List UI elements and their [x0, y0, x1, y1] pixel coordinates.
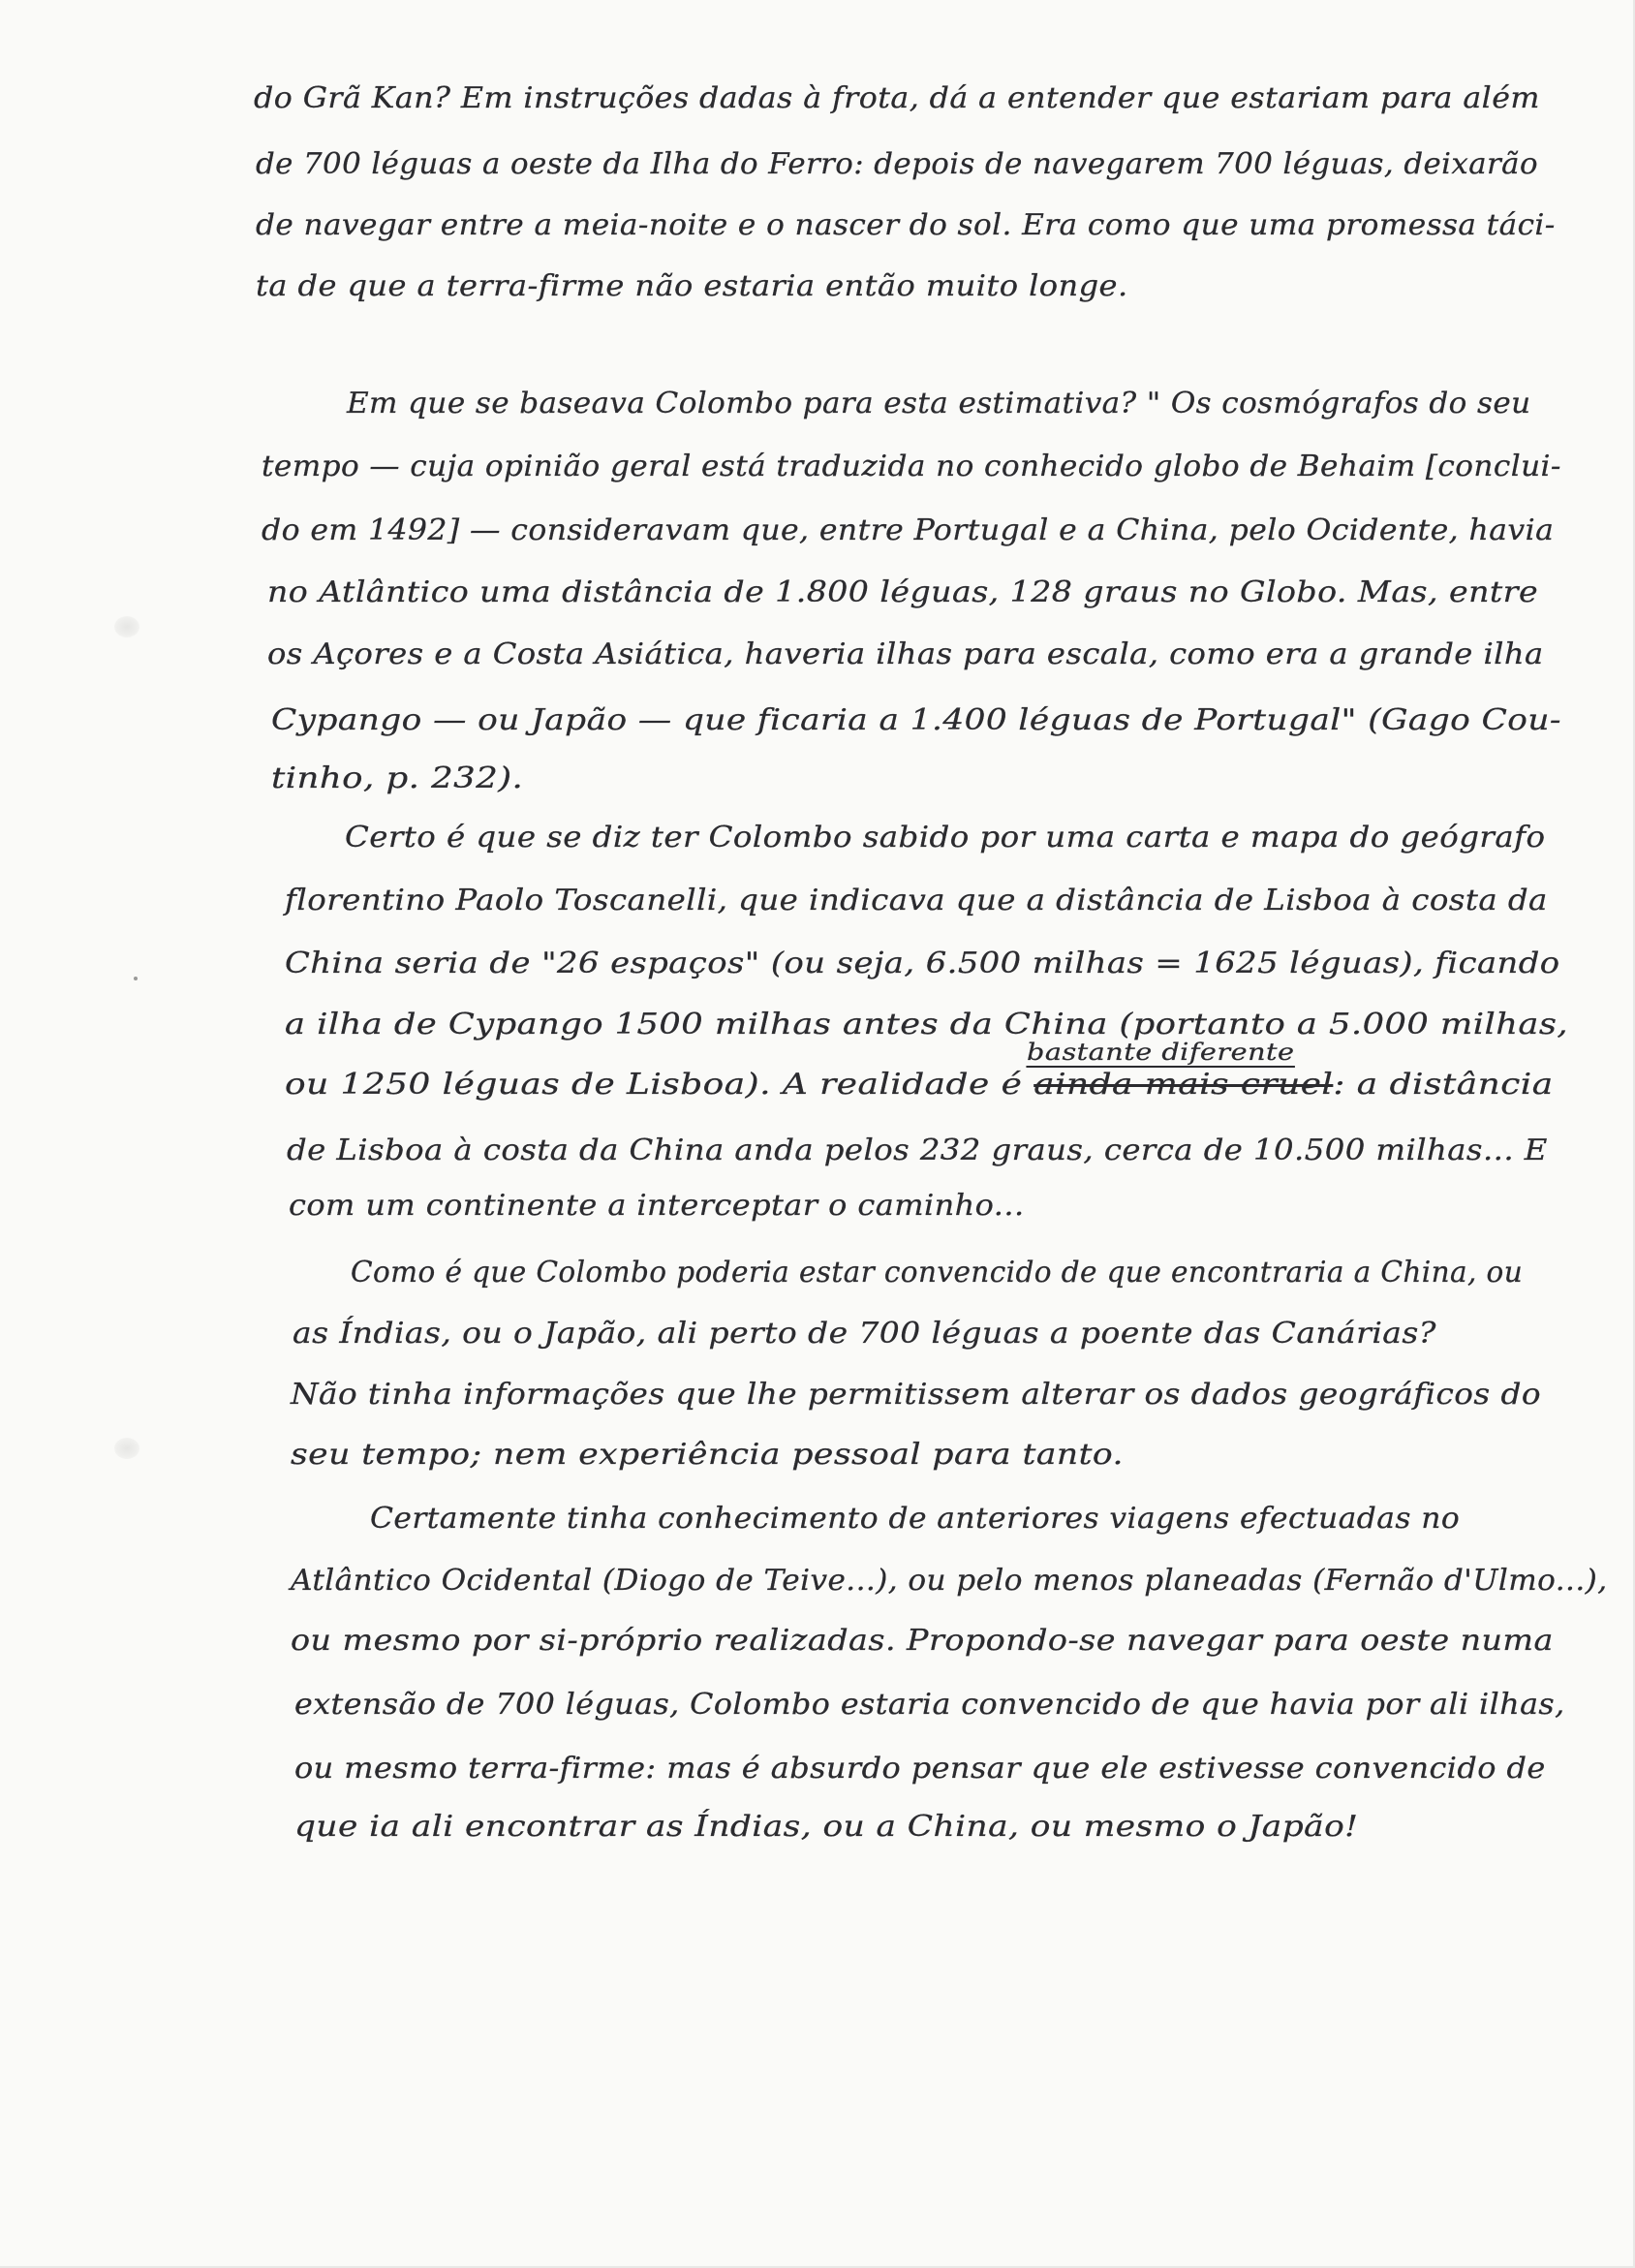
- manuscript-line: tinho, p. 232).: [271, 761, 524, 795]
- manuscript-line: Em que se baseava Colombo para esta estimativa? " Os cosmógrafos do seu: [347, 387, 1531, 420]
- manuscript-line: seu tempo; nem experiência pessoal para tanto.: [291, 1438, 1124, 1472]
- manuscript-line-with-correction: [285, 1039, 1554, 1104]
- manuscript-line: Certo é que se diz ter Colombo sabido por uma carta e mapa do geógrafo: [345, 821, 1546, 854]
- punch-hole-mark: [114, 616, 139, 637]
- ink-speck: [134, 977, 138, 980]
- manuscript-line: ou mesmo por si-próprio realizadas. Propondo-se navegar para oeste numa: [291, 1624, 1554, 1658]
- manuscript-line: Atlântico Ocidental (Diogo de Teive...), ou pelo menos planeadas (Fernão d'Ulmo...),: [291, 1564, 1608, 1598]
- manuscript-line: que ia ali encontrar as Índias, ou a China, ou mesmo o Japão!: [294, 1810, 1359, 1844]
- manuscript-line: com um continente a interceptar o caminho...: [289, 1189, 1025, 1223]
- manuscript-line: os Açores e a Costa Asiática, haveria ilhas para escala, como era a grande ilha: [267, 637, 1544, 671]
- struck-out-text: [1027, 1039, 1334, 1102]
- manuscript-line: do Grã Kan? Em instruções dadas à frota, dá a entender que estariam para além: [254, 81, 1540, 115]
- manuscript-line: Como é que Colombo poderia estar convencido de que encontraria a China, ou: [351, 1256, 1524, 1289]
- manuscript-line: China seria de "26 espaços" (ou seja, 6.500 milhas = 1625 léguas), ficando: [285, 947, 1560, 980]
- manuscript-line: de 700 léguas a oeste da Ilha do Ferro: depois de navegarem 700 léguas, deixarão: [256, 147, 1538, 181]
- manuscript-text: ou 1250 léguas de Lisboa). A realidade é: [285, 1068, 1023, 1102]
- manuscript-line: as Índias, ou o Japão, ali perto de 700 léguas a poente das Canárias?: [293, 1317, 1436, 1351]
- inserted-correction: bastante diferente: [1027, 1039, 1295, 1066]
- punch-hole-mark: [114, 1438, 139, 1459]
- manuscript-line: ou mesmo terra-firme: mas é absurdo pensar que ele estivesse convencido de: [294, 1752, 1546, 1786]
- deleted-phrase: ainda mais cruel: [1033, 1068, 1334, 1102]
- manuscript-line: tempo — cuja opinião geral está traduzida no conhecido globo de Behaim [conclui-: [262, 450, 1561, 483]
- manuscript-line: a ilha de Cypango 1500 milhas antes da China (portanto a 5.000 milhas,: [285, 1008, 1569, 1041]
- manuscript-line: do em 1492] — consideravam que, entre Portugal e a China, pelo Ocidente, havia: [262, 513, 1555, 547]
- manuscript-line: de Lisboa à costa da China anda pelos 232 graus, cerca de 10.500 milhas... E: [287, 1134, 1548, 1167]
- manuscript-line: Certamente tinha conhecimento de anteriores viagens efectuadas no: [370, 1502, 1461, 1536]
- manuscript-line: Não tinha informações que lhe permitissem alterar os dados geográficos do: [291, 1378, 1541, 1412]
- manuscript-line: extensão de 700 léguas, Colombo estaria convencido de que havia por ali ilhas,: [294, 1688, 1565, 1722]
- manuscript-line: florentino Paolo Toscanelli, que indicava que a distância de Lisboa à costa da: [285, 884, 1548, 917]
- manuscript-text: : a distância: [1333, 1068, 1554, 1102]
- manuscript-line: de navegar entre a meia-noite e o nascer do sol. Era como que uma promessa táci-: [256, 208, 1556, 242]
- manuscript-line: no Atlântico uma distância de 1.800 léguas, 128 graus no Globo. Mas, entre: [267, 575, 1539, 609]
- manuscript-line: Cypango — ou Japão — que ficaria a 1.400 léguas de Portugal" (Gago Cou-: [271, 703, 1561, 737]
- manuscript-line: ta de que a terra-firme não estaria então muito longe.: [256, 269, 1128, 303]
